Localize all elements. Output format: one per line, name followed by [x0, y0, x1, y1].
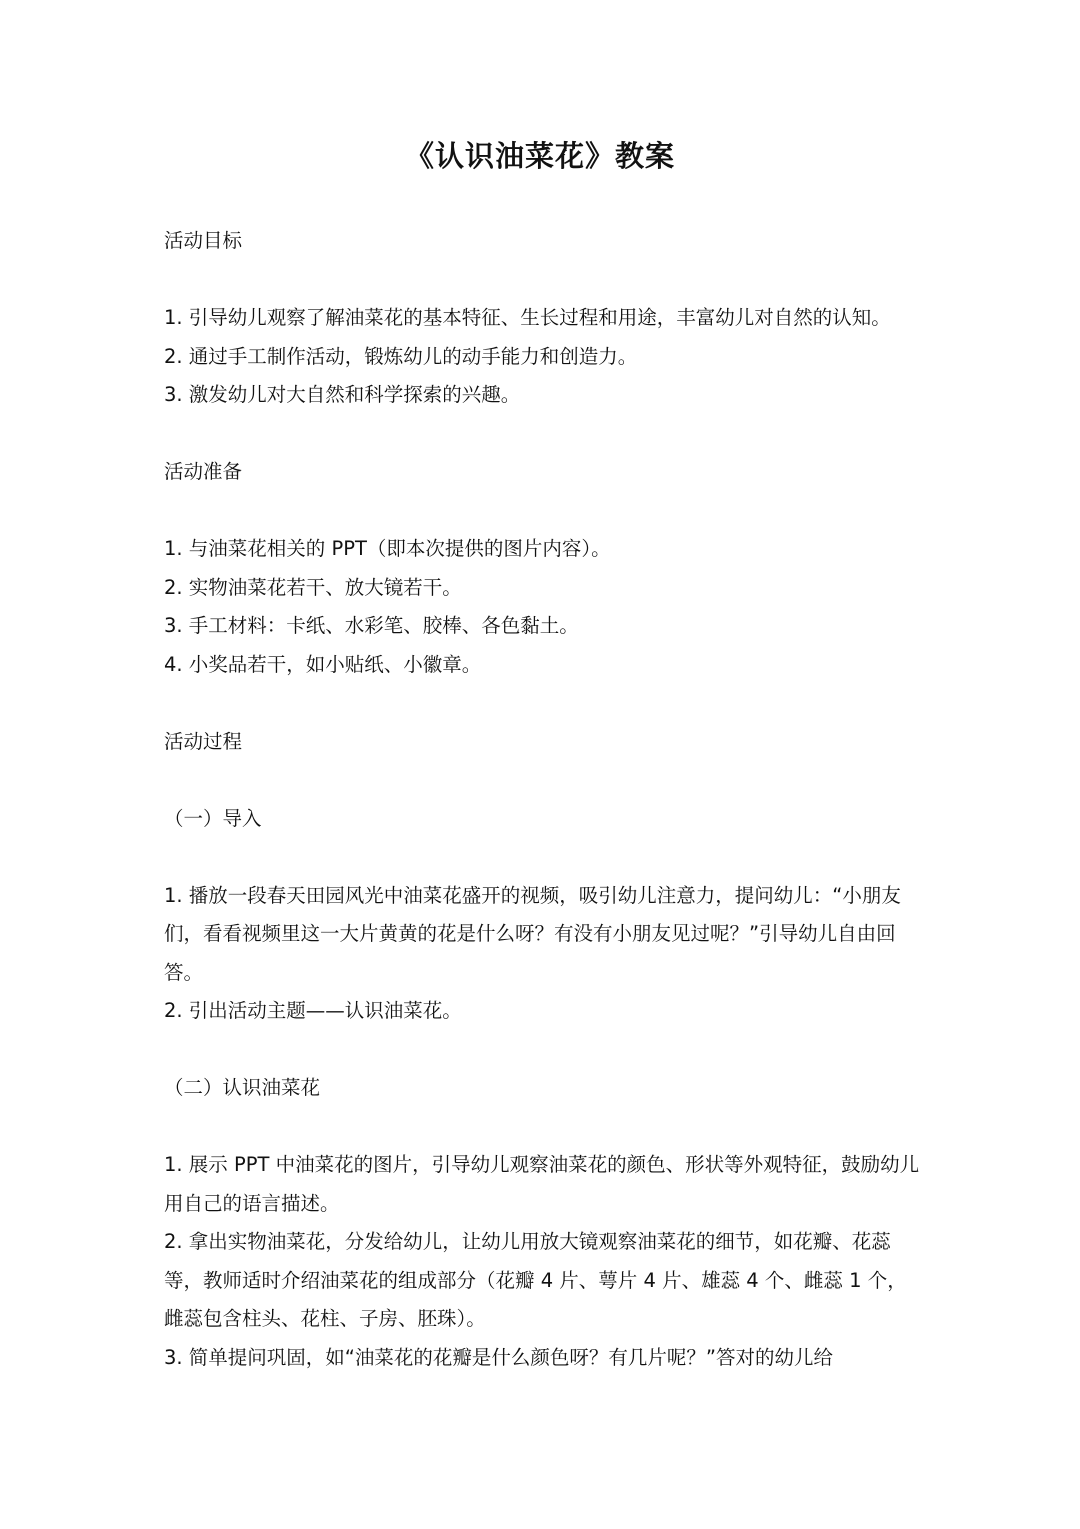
section-heading-goals: 活动目标	[164, 229, 243, 252]
section-heading-preparation: 活动准备	[164, 460, 243, 483]
paragraph: 4. 小奖品若干，如小贴纸、小徽章。	[164, 652, 482, 676]
paragraph: 2. 引出活动主题——认识油菜花。	[164, 999, 462, 1022]
paragraph: 1. 引导幼儿观察了解油菜花的基本特征、生长过程和用途，丰富幼儿对自然的认知。	[164, 306, 891, 329]
paragraph: 3. 简单提问巩固，如“油菜花的花瓣是什么颜色呀？有几片呢？”答对的幼儿给	[164, 1345, 834, 1369]
section-heading-process: 活动过程	[164, 729, 243, 753]
paragraph: 2. 拿出实物油菜花，分发给幼儿，让幼儿用放大镜观察油菜花的细节，如花瓣、花蕊等，教师适时介绍油菜花的组成部分（花瓣 4 片、萼片 4 片、雄蕊 4 个、雌蕊 1 个，雌蕊包含柱头、花柱、子房、胚珠）。	[164, 1230, 907, 1330]
paragraph: 2. 通过手工制作活动，锻炼幼儿的动手能力和创造力。	[164, 344, 638, 368]
document-body	[164, 222, 924, 1377]
paragraph: 1. 展示 PPT 中油菜花的图片，引导幼儿观察油菜花的颜色、形状等外观特征，鼓励幼儿用自己的语言描述。	[164, 1153, 920, 1215]
paragraph: 3. 手工材料：卡纸、水彩笔、胶棒、各色黏土。	[164, 614, 579, 637]
paragraph: 1. 播放一段春天田园风光中油菜花盛开的视频，吸引幼儿注意力，提问幼儿：“小朋友们，看看视频里这一大片黄黄的花是什么呀？有没有小朋友见过呢？”引导幼儿自由回答。	[164, 883, 901, 984]
document-title: 《认识油菜花》教案	[404, 139, 675, 173]
paragraph: 2. 实物油菜花若干、放大镜若干。	[164, 575, 462, 599]
paragraph: 3. 激发幼儿对大自然和科学探索的兴趣。	[164, 383, 521, 406]
paragraph: 1. 与油菜花相关的 PPT（即本次提供的图片内容）。	[164, 537, 611, 560]
subsection-heading-intro: （一）导入	[164, 806, 262, 830]
subsection-heading-recognize: （二）认识油菜花	[164, 1076, 321, 1099]
